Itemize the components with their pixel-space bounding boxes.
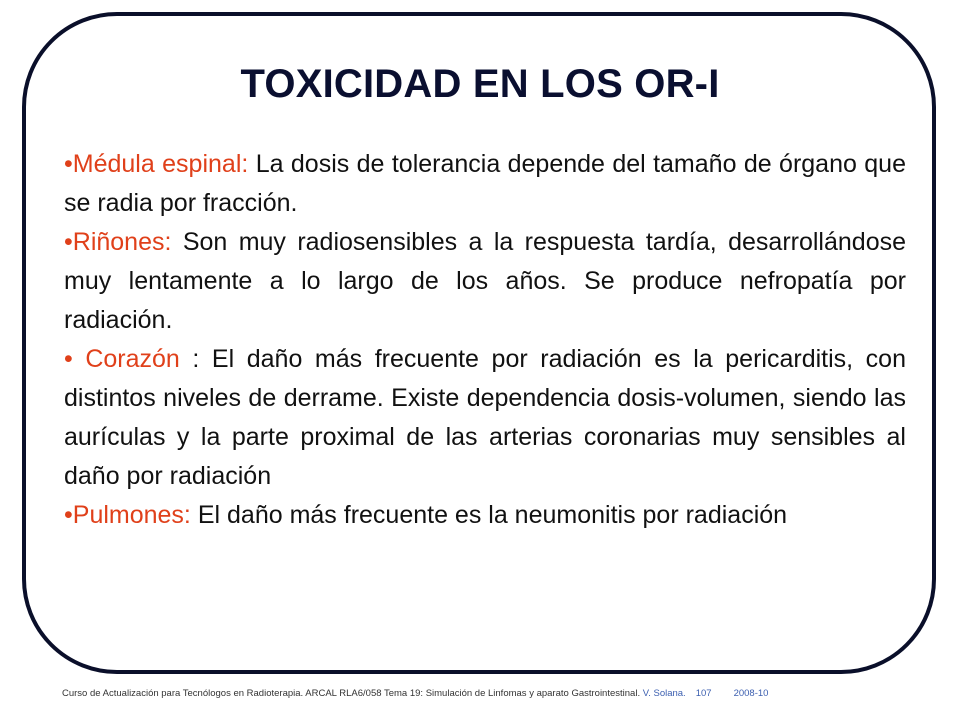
slide-title: TOXICIDAD EN LOS OR-I [240, 62, 720, 106]
text-pulmones: El daño más frecuente es la neumonitis por radiación [190, 501, 788, 529]
term-corazon: Corazón [85, 345, 193, 373]
footer-year: 2008-10 [733, 688, 769, 699]
bullet-marker: • [64, 228, 73, 256]
footer-author: V. Solana. [642, 688, 686, 699]
text-corazon: : El daño más frecuente por radiación es la pericarditis, con distintos niveles de derrame. Existe dependencia dosis-volumen, siendo las aurículas y la parte proximal de las arterias coronarias muy sensibles al daño por radiación [64, 345, 906, 490]
bullet-item-corazon [64, 340, 906, 496]
bullet-item-medula [64, 145, 906, 223]
slide-body [64, 145, 906, 535]
text-medula-espinal: La dosis de tolerancia depende del tamaño de órgano que se radia por fracción. [64, 150, 906, 217]
term-rinones: Riñones: [72, 228, 172, 256]
bullet-marker: • [64, 150, 73, 178]
slide-footer [62, 688, 922, 699]
bullet-item-pulmones [64, 496, 906, 535]
text-rinones: Son muy radiosensibles a la respuesta tardía, desarrollándose muy lentamente a lo largo de los años. Se produce nefropatía por radiación. [64, 228, 906, 334]
footer-page-number: 107 [695, 688, 712, 699]
bullet-item-rinones [64, 223, 906, 340]
bullet-marker: • [64, 345, 86, 373]
term-medula-espinal: Médula espinal: [72, 150, 249, 178]
footer-course: Curso de Actualización para Tecnólogos en Radioterapia. ARCAL RLA6/058 Tema 19: Simulación de Linfomas y aparato Gastrointestinal. [62, 688, 643, 699]
bullet-marker: • [64, 501, 73, 529]
term-pulmones: Pulmones: [72, 501, 191, 529]
